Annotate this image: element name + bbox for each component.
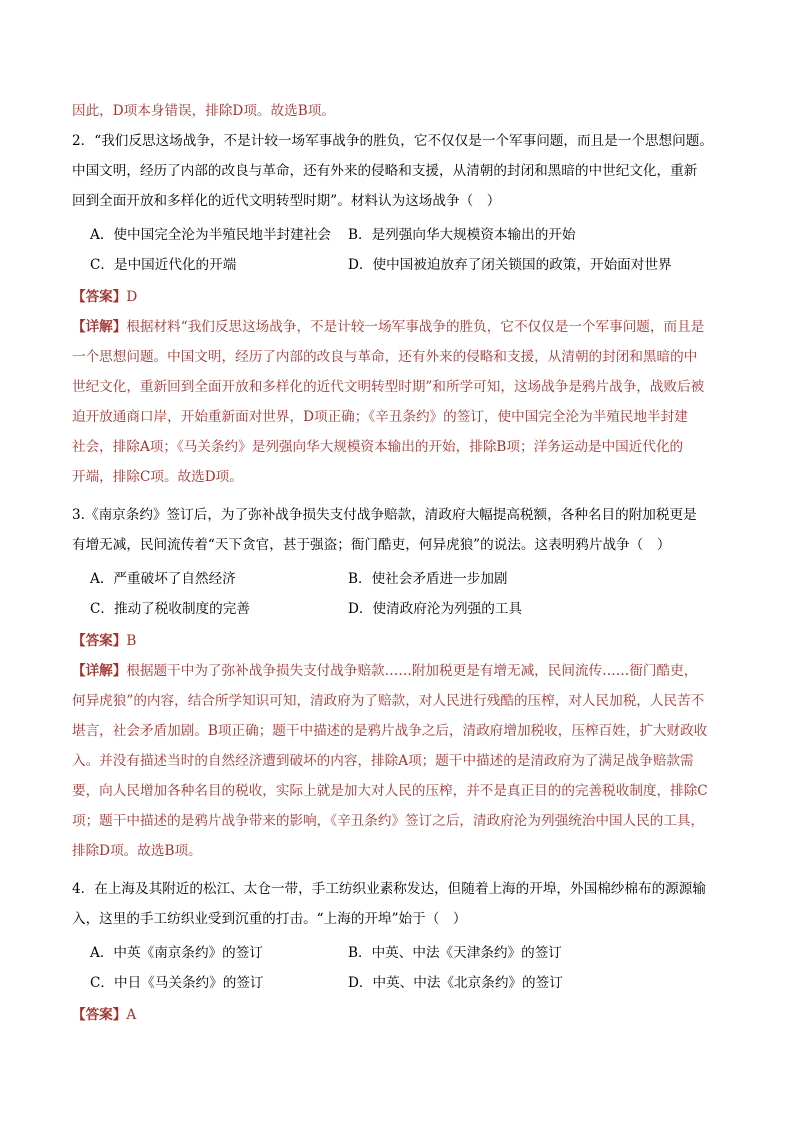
q3-option-c: C．推动了税收制度的完善: [90, 601, 250, 617]
q4-options-row-2: [90, 968, 730, 998]
q3-option-d: D．使清政府沦为列强的工具: [348, 601, 523, 617]
q3-option-b: B．使社会矛盾进一步加剧: [348, 571, 508, 587]
q2-option-c: C．是中国近代化的开端: [90, 257, 237, 273]
q2-option-b: B．是列强向华大规模资本输出的开始: [348, 227, 576, 243]
q3-options-row-2: [90, 594, 730, 624]
q3-answer: 【答案】B: [72, 633, 137, 649]
q2-option-a: A．使中国完全沦为半殖民地半封建社会: [90, 227, 331, 243]
q3-detail: 【详解】根据题干中为了弥补战争损失支付战争赔款……附加税更是有增无减，民间流传……衙门酷吏， 何异虎狼”的内容，结合所学知识可知，清政府为了赔款，对人民进行残酷的压榨，对人民加税，人民苦不 堪言，社会矛盾加剧。B项正确；题干中描述的是鸦片战争之后，清政府增加税收，压榨百姓，扩大财政收 入。并没有描述当时的自然经济遭到破坏的内容，排除A项；题干中描述的是清政府为了满足战争赔款需 要，向人民增加各种名目的税收，实际上就是加大对人民的压榨，并不是真正目的的完善税收制度，排除C 项；题干中描述的是鸦片战争带来的影响，《辛丑条约》签订之后，清政府沦为列强统治中国人民的工具， 排除D项。故选B项。: [72, 663, 708, 859]
q4-option-c: C．中日《马关条约》的签订: [90, 975, 264, 991]
q2-answer: 【答案】D: [72, 289, 138, 305]
q3-stem: 3.《南京条约》签订后，为了弥补战争损失支付战争赔款，清政府大幅提高税额，各种名目的附加税更是 有增无减，民间流传着“天下贪官，甚于强盗；衙门酷吏，何异虎狼”的说法。这表明鸦片战争（ ）: [72, 507, 697, 553]
q1-explanation-end: 因此，D项本身错误，排除D项。故选B项。: [72, 103, 335, 119]
q4-option-b: B．中英、中法《天津条约》的签订: [348, 945, 562, 961]
q2-options-row-2: [90, 250, 730, 280]
q2-stem: 2．“我们反思这场战争，不是计较一场军事战争的胜负，它不仅仅是一个军事问题，而且是一个思想问题。 中国文明，经历了内部的改良与革命，还有外来的侵略和支援，从清朝的封闭和黑暗的中世纪文化，重新 回到全面开放和多样化的近代文明转型时期”。材料认为这场战争（ ）: [72, 133, 713, 209]
q2-options-row-1: [90, 220, 730, 250]
q4-stem: 4．在上海及其附近的松江、太仓一带，手工纺织业素称发达，但随着上海的开埠，外国棉纱棉布的源源输 入，这里的手工纺织业受到沉重的打击。“上海的开埠”始于（ ）: [72, 881, 706, 927]
q4-options-row-1: [90, 938, 730, 968]
q2-detail: 【详解】根据材料“我们反思这场战争，不是计较一场军事战争的胜负，它不仅仅是一个军事问题，而且是 一个思想问题。中国文明，经历了内部的改良与革命，还有外来的侵略和支援，从清朝的封闭和黑暗的中 世纪文化，重新回到全面开放和多样化的近代文明转型时期”和所学可知，这场战争是鸦片战争，战败后被 迫开放通商口岸，开始重新面对世界，D项正确；《辛丑条约》的签订，使中国完全沦为半殖民地半封建 社会，排除A项；《马关条约》是列强向华大规模资本输出的开始，排除B项；洋务运动是中国近代化的 开端，排除C项。故选D项。: [72, 319, 705, 485]
q4-answer: 【答案】A: [72, 1007, 137, 1023]
q4-option-a: A．中英《南京条约》的签订: [90, 945, 263, 961]
q3-option-a: A．严重破坏了自然经济: [90, 571, 236, 587]
q3-options-row-1: [90, 564, 730, 594]
q4-option-d: D．中英、中法《北京条约》的签订: [348, 975, 563, 991]
q2-option-d: D．使中国被迫放弃了闭关锁国的政策，开始面对世界: [348, 257, 672, 273]
